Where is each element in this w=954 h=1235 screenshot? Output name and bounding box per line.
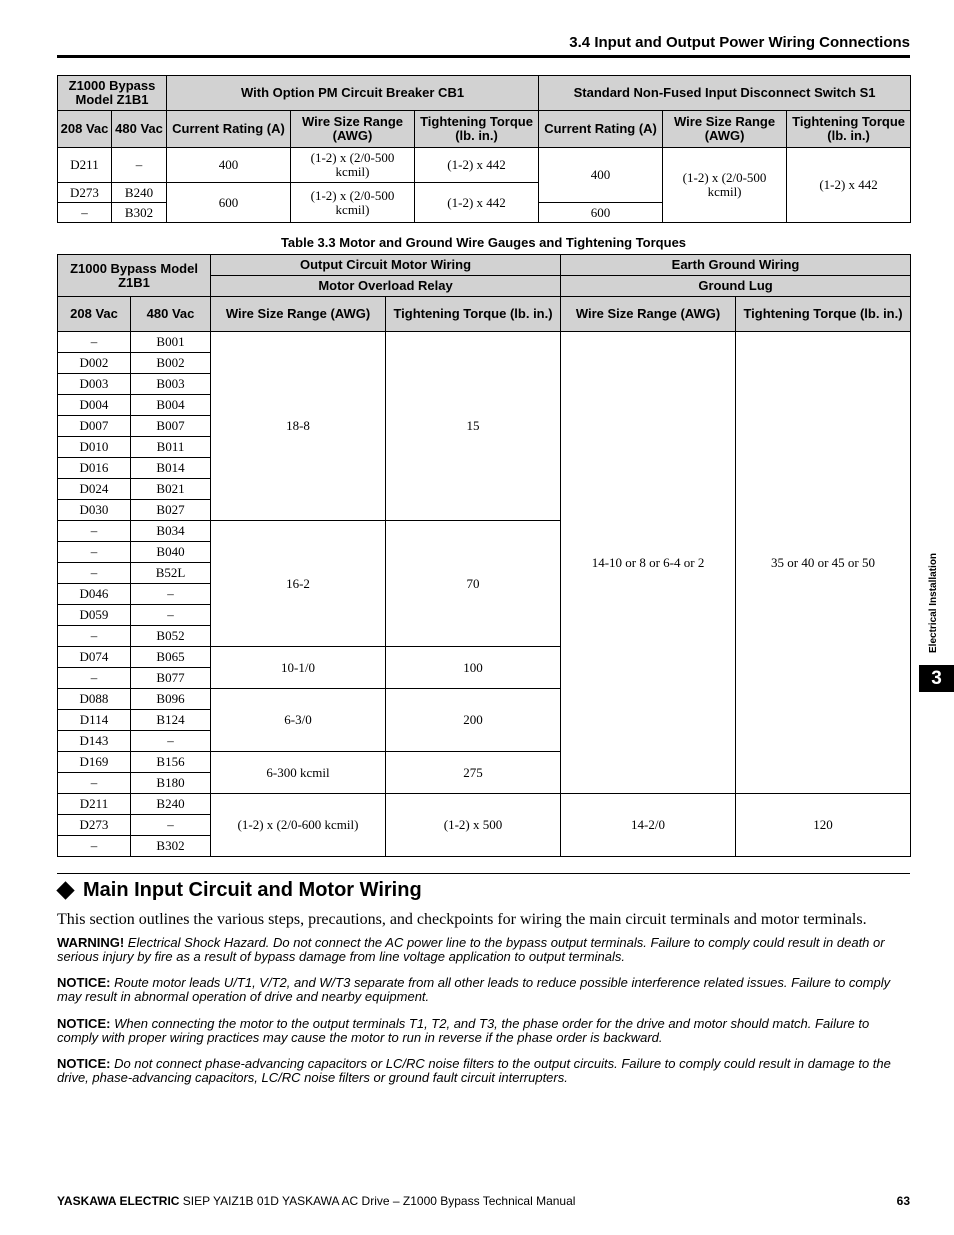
cell-cb-wire: (1-2) x (2/0-500 kcmil) xyxy=(291,183,415,223)
cell-motor-torque: 200 xyxy=(386,689,561,752)
table-row xyxy=(58,148,911,183)
chapter-tab: 3 xyxy=(919,665,954,692)
model-header: Z1000 Bypass Model Z1B1 xyxy=(58,76,167,111)
col-s1-torque: Tightening Torque (lb. in.) xyxy=(787,111,911,148)
col-ground-wire: Wire Size Range (AWG) xyxy=(561,297,736,332)
cell-480: B052 xyxy=(131,626,211,647)
cell-s1-current: 600 xyxy=(539,203,663,223)
cell-208: – xyxy=(58,668,131,689)
cell-motor-wire: (1-2) x (2/0-600 kcmil) xyxy=(211,794,386,857)
col-s1-wire: Wire Size Range (AWG) xyxy=(663,111,787,148)
col-cb-torque: Tightening Torque (lb. in.) xyxy=(415,111,539,148)
col-motor-wire: Wire Size Range (AWG) xyxy=(211,297,386,332)
cell-motor-torque: 70 xyxy=(386,521,561,647)
intro-paragraph: This section outlines the various steps, precautions, and checkpoints for wiring the main circuit terminals and motor terminals. xyxy=(57,911,867,928)
cell-480: B021 xyxy=(131,479,211,500)
cell-cb-current: 400 xyxy=(167,148,291,183)
col-ground-torque: Tightening Torque (lb. in.) xyxy=(736,297,911,332)
notice-label: NOTICE: xyxy=(57,1056,111,1071)
col-480vac: 480 Vac xyxy=(131,297,211,332)
cell-480: B096 xyxy=(131,689,211,710)
warning-note xyxy=(57,936,912,964)
cell-ground-wire: 14-2/0 xyxy=(561,794,736,857)
cell-480: – xyxy=(131,731,211,752)
s1-group-header: Standard Non-Fused Input Disconnect Switch S1 xyxy=(539,76,911,111)
cell-cb-wire: (1-2) x (2/0-500 kcmil) xyxy=(291,148,415,183)
notice-label: NOTICE: xyxy=(57,975,111,990)
table-row xyxy=(58,332,911,353)
cell-motor-torque: 275 xyxy=(386,752,561,794)
section-header: 3.4 Input and Output Power Wiring Connections xyxy=(569,34,910,51)
motor-ground-table xyxy=(57,254,911,857)
cell-208: – xyxy=(58,521,131,542)
diamond-bullet-icon xyxy=(56,881,74,899)
col-cb-current: Current Rating (A) xyxy=(167,111,291,148)
cell-s1-torque: (1-2) x 442 xyxy=(787,148,911,223)
cell-motor-wire: 16-2 xyxy=(211,521,386,647)
cell-208: – xyxy=(58,332,131,353)
cell-480: B52L xyxy=(131,563,211,584)
notice-label: NOTICE: xyxy=(57,1016,111,1031)
cell-480: B040 xyxy=(131,542,211,563)
cell-208: D002 xyxy=(58,353,131,374)
cell-ground-wire: 14-10 or 8 or 6-4 or 2 xyxy=(561,332,736,794)
section-title: Main Input Circuit and Motor Wiring xyxy=(83,878,422,901)
notice-3 xyxy=(57,1057,912,1085)
cell-208: – xyxy=(58,626,131,647)
cell-208: D007 xyxy=(58,416,131,437)
cell-208: D016 xyxy=(58,458,131,479)
cell-208: D169 xyxy=(58,752,131,773)
section-heading xyxy=(57,877,422,903)
cell-480: – xyxy=(112,148,167,183)
cell-motor-torque: 15 xyxy=(386,332,561,521)
earth-ground-header: Earth Ground Wiring xyxy=(561,255,911,276)
cell-motor-torque: (1-2) x 500 xyxy=(386,794,561,857)
cell-480: B302 xyxy=(112,203,167,223)
cell-208: D046 xyxy=(58,584,131,605)
cell-480: B240 xyxy=(131,794,211,815)
notice-text: Route motor leads U/T1, V/T2, and W/T3 separate from all other leads to reduce possible interference related issues. Failure to comply may result in abnormal operation of drive and nearby equipment. xyxy=(57,975,891,1004)
page-number: 63 xyxy=(896,1194,910,1208)
cell-480: – xyxy=(131,584,211,605)
notice-text: When connecting the motor to the output terminals T1, T2, and T3, the phase order for the drive and motor should match. Failure to comply with proper wiring practices may cause the motor to run in reverse if the phase order is backward. xyxy=(57,1016,870,1045)
cell-208: – xyxy=(58,203,112,223)
cell-motor-torque: 100 xyxy=(386,647,561,689)
cell-cb-current: 600 xyxy=(167,183,291,223)
breaker-table xyxy=(57,75,911,223)
table-row xyxy=(58,794,911,815)
footer-doc: SIEP YAIZ1B 01D YASKAWA AC Drive – Z1000 Bypass Technical Manual xyxy=(179,1194,576,1208)
ground-lug-header: Ground Lug xyxy=(561,276,911,297)
cell-480: B014 xyxy=(131,458,211,479)
overload-relay-header: Motor Overload Relay xyxy=(211,276,561,297)
cell-motor-wire: 18-8 xyxy=(211,332,386,521)
cell-480: B180 xyxy=(131,773,211,794)
cell-208: D003 xyxy=(58,374,131,395)
cell-480: B011 xyxy=(131,437,211,458)
cell-208: D114 xyxy=(58,710,131,731)
cell-208: D143 xyxy=(58,731,131,752)
cell-480: B004 xyxy=(131,395,211,416)
section-rule xyxy=(57,873,910,874)
cell-motor-wire: 6-3/0 xyxy=(211,689,386,752)
cell-480: B001 xyxy=(131,332,211,353)
col-cb-wire: Wire Size Range (AWG) xyxy=(291,111,415,148)
col-motor-torque: Tightening Torque (lb. in.) xyxy=(386,297,561,332)
cell-208: D211 xyxy=(58,148,112,183)
cell-480: B065 xyxy=(131,647,211,668)
cell-480: B002 xyxy=(131,353,211,374)
cell-s1-wire: (1-2) x (2/0-500 kcmil) xyxy=(663,148,787,223)
cell-480: B124 xyxy=(131,710,211,731)
footer-text xyxy=(57,1194,575,1208)
cell-208: D030 xyxy=(58,500,131,521)
cell-208: D024 xyxy=(58,479,131,500)
notice-2 xyxy=(57,1017,912,1045)
cell-ground-torque: 35 or 40 or 45 or 50 xyxy=(736,332,911,794)
cell-208: – xyxy=(58,563,131,584)
cell-480: B240 xyxy=(112,183,167,203)
cell-480: B007 xyxy=(131,416,211,437)
cell-208: D211 xyxy=(58,794,131,815)
cell-480: – xyxy=(131,605,211,626)
cell-cb-torque: (1-2) x 442 xyxy=(415,183,539,223)
cell-480: B027 xyxy=(131,500,211,521)
cell-motor-wire: 6-300 kcmil xyxy=(211,752,386,794)
cell-cb-torque: (1-2) x 442 xyxy=(415,148,539,183)
col-480vac: 480 Vac xyxy=(112,111,167,148)
cell-208: – xyxy=(58,836,131,857)
col-s1-current: Current Rating (A) xyxy=(539,111,663,148)
notice-1 xyxy=(57,976,912,1004)
model-header: Z1000 Bypass Model Z1B1 xyxy=(58,255,211,297)
header-rule xyxy=(57,55,910,58)
cell-208: – xyxy=(58,773,131,794)
cell-480: B077 xyxy=(131,668,211,689)
cell-480: – xyxy=(131,815,211,836)
cell-480: B003 xyxy=(131,374,211,395)
cell-208: D074 xyxy=(58,647,131,668)
table-caption: Table 3.3 Motor and Ground Wire Gauges and Tightening Torques xyxy=(280,235,687,250)
warning-label: WARNING! xyxy=(57,935,125,950)
cell-motor-wire: 10-1/0 xyxy=(211,647,386,689)
cell-480: B302 xyxy=(131,836,211,857)
cell-208: D004 xyxy=(58,395,131,416)
cell-208: D059 xyxy=(58,605,131,626)
cell-ground-torque: 120 xyxy=(736,794,911,857)
col-208vac: 208 Vac xyxy=(58,111,112,148)
chapter-side-label: Electrical Installation xyxy=(928,552,939,653)
cell-208: D273 xyxy=(58,815,131,836)
output-wiring-header: Output Circuit Motor Wiring xyxy=(211,255,561,276)
cell-480: B034 xyxy=(131,521,211,542)
cell-480: B156 xyxy=(131,752,211,773)
cell-208: D010 xyxy=(58,437,131,458)
cell-208: D088 xyxy=(58,689,131,710)
warning-text: Electrical Shock Hazard. Do not connect the AC power line to the bypass output terminals. Failure to comply could result in death or serious injury by fire as a result of bypass damage from line voltage application to output terminals. xyxy=(57,935,885,964)
notice-text: Do not connect phase-advancing capacitors or LC/RC noise filters to the output circuits. Failure to comply could result in damage to the drive, phase-advancing capacitors, LC/RC noise filters or ground fault circuit interrupters. xyxy=(57,1056,891,1085)
cb1-group-header: With Option PM Circuit Breaker CB1 xyxy=(167,76,539,111)
cell-s1-current: 400 xyxy=(539,148,663,203)
col-208vac: 208 Vac xyxy=(58,297,131,332)
footer-brand: YASKAWA ELECTRIC xyxy=(57,1194,180,1208)
cell-208: D273 xyxy=(58,183,112,203)
cell-208: – xyxy=(58,542,131,563)
